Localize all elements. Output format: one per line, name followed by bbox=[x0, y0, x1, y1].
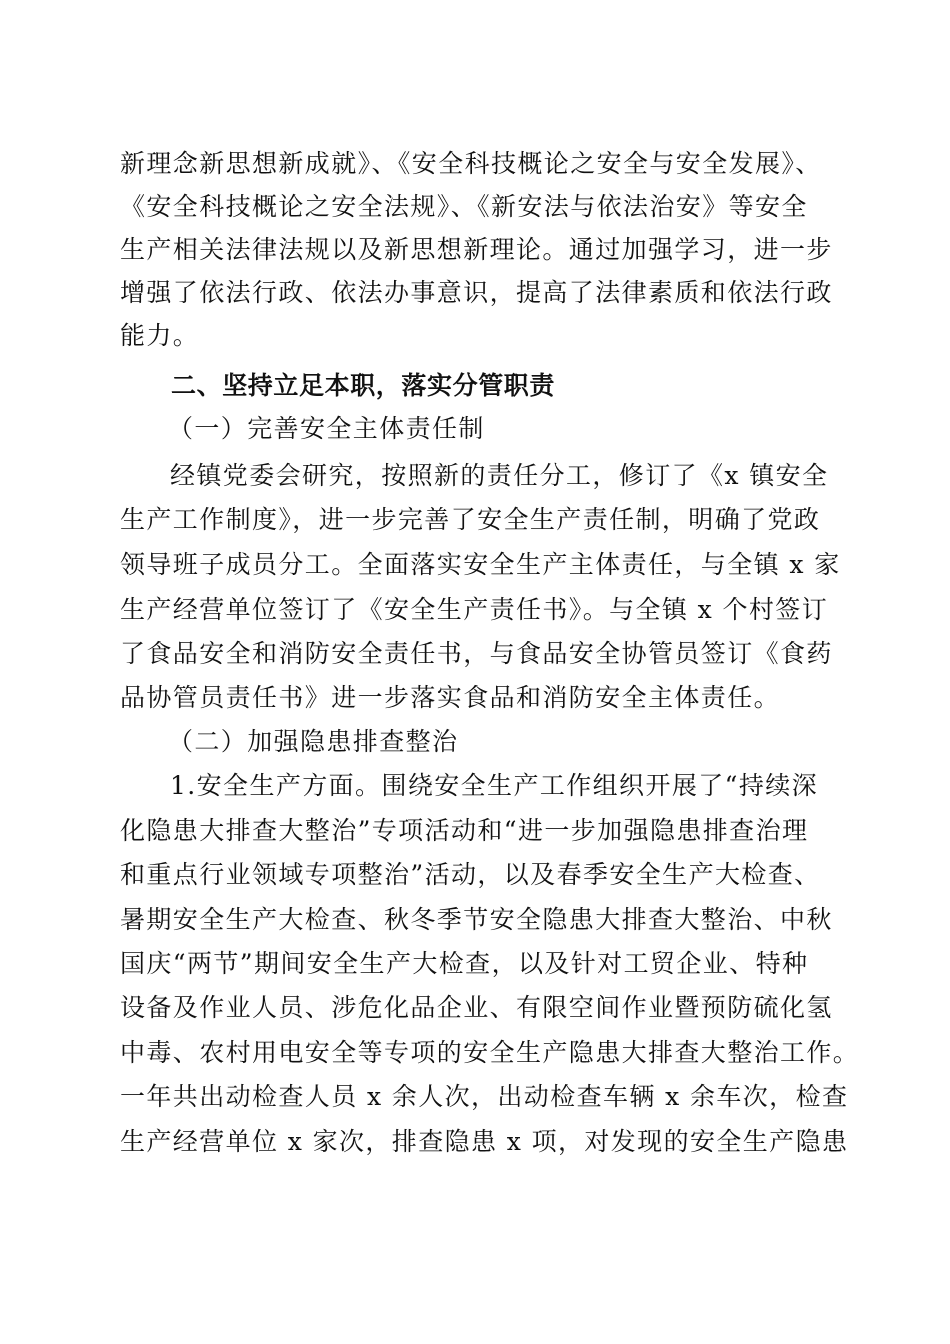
paragraph-line: 设备及作业人员、涉危化品企业、有限空间作业暨预防硫化氢 bbox=[120, 993, 833, 1022]
paragraph-line: 领导班子成员分工。全面落实安全生产主体责任，与全镇 x 家 bbox=[120, 550, 841, 579]
paragraph-line: 一年共出动检查人员 x 余人次，出动检查车辆 x 余车次，检查 bbox=[120, 1082, 849, 1111]
paragraph-line: 《安全科技概论之安全法规》、《新安法与依法治安》等安全 bbox=[120, 192, 808, 221]
paragraph-line: 生产经营单位 x 家次，排查隐患 x 项，对发现的安全生产隐患 bbox=[120, 1127, 849, 1156]
paragraph-line: 生产经营单位签订了《安全生产责任书》。与全镇 x 个村签订 bbox=[120, 595, 829, 624]
paragraph-line: 生产工作制度》，进一步完善了安全生产责任制，明确了党政 bbox=[120, 505, 821, 534]
paragraph-line: 了食品安全和消防安全责任书，与食品安全协管员签订《食药 bbox=[120, 639, 833, 668]
paragraph-line: 能力。 bbox=[120, 321, 200, 350]
paragraph-line: 和重点行业领域专项整治”活动，以及春季安全生产大检查、 bbox=[120, 860, 821, 889]
subsection-heading: （二）加强隐患排查整治 bbox=[168, 727, 459, 756]
paragraph-line: 经镇党委会研究，按照新的责任分工，修订了《x 镇安全 bbox=[170, 461, 829, 490]
paragraph-line: 1.安全生产方面。围绕安全生产工作组织开展了“持续深 bbox=[170, 771, 819, 800]
paragraph-line: 品协管员责任书》进一步落实食品和消防安全主体责任。 bbox=[120, 683, 781, 712]
paragraph-line: 生产相关法律法规以及新思想新理论。通过加强学习，进一步 bbox=[120, 235, 833, 264]
section-heading: 二、坚持立足本职，落实分管职责 bbox=[171, 371, 556, 400]
paragraph-line: 中毒、农村用电安全等专项的安全生产隐患大排查大整治工作。 bbox=[120, 1038, 860, 1067]
paragraph-line: 暑期安全生产大检查、秋冬季节安全隐患大排查大整治、中秋 bbox=[120, 905, 833, 934]
paragraph-line: 国庆“两节”期间安全生产大检查，以及针对工贸企业、特种 bbox=[120, 949, 809, 978]
subsection-heading: （一）完善安全主体责任制 bbox=[168, 414, 485, 443]
paragraph-line: 增强了依法行政、依法办事意识，提高了法律素质和依法行政 bbox=[120, 278, 833, 307]
paragraph-line: 新理念新思想新成就》、《安全科技概论之安全与安全发展》、 bbox=[120, 149, 822, 178]
paragraph-line: 化隐患大排查大整治”专项活动和“进一步加强隐患排查治理 bbox=[120, 816, 809, 845]
